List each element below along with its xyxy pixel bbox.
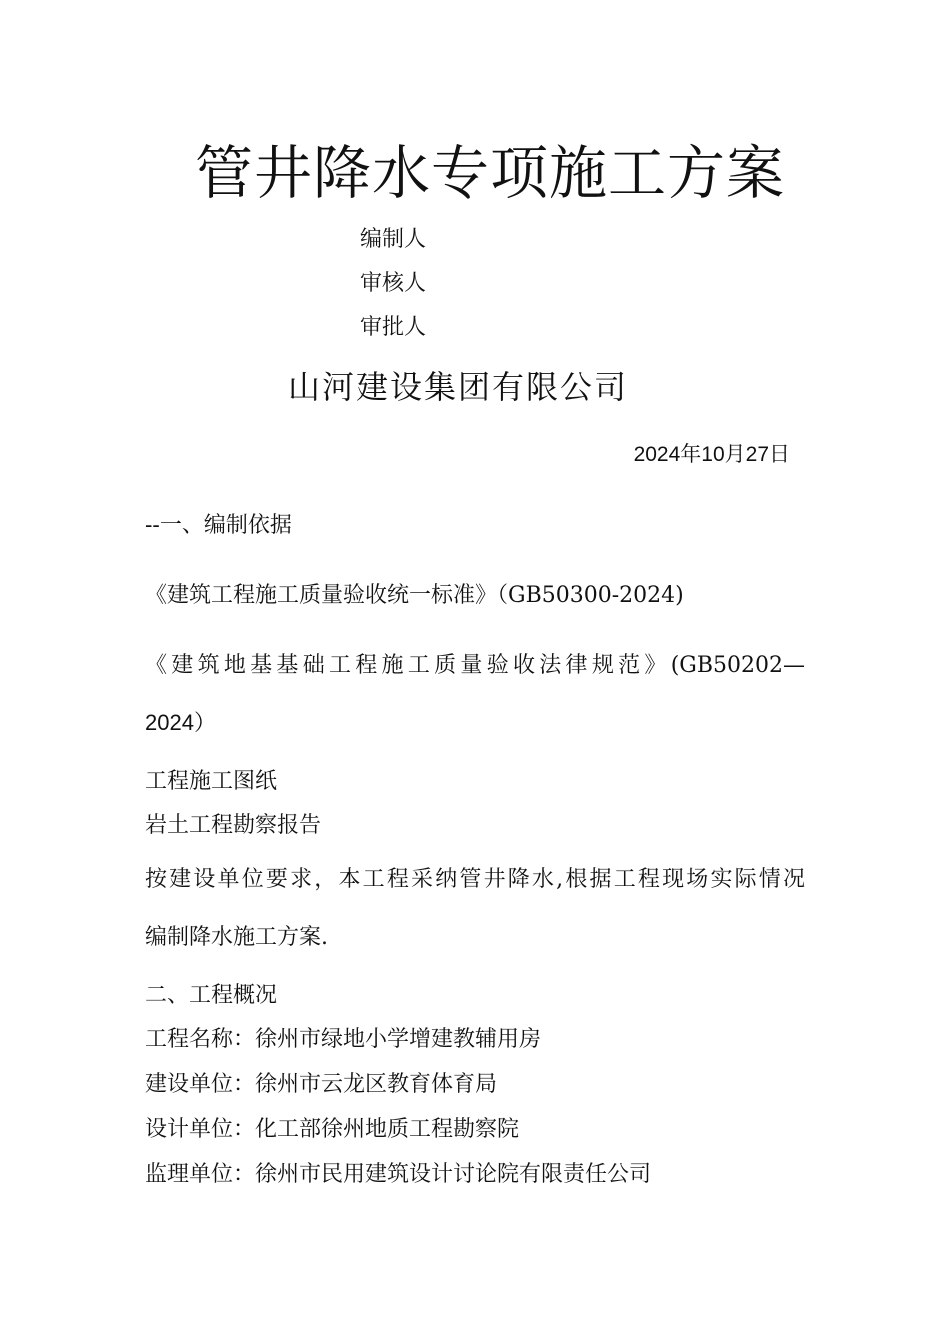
document-date: 2024年10月27日 — [633, 443, 790, 466]
basis-item-foundation-spec: 《建筑地基基础工程施工质量验收法律规范》(GB50202— — [145, 653, 805, 678]
basis-item-requirement-cont: 编制降水施工方案. — [145, 925, 328, 950]
signature-reviewer: 审核人 — [360, 271, 427, 296]
signature-compiler: 编制人 — [360, 227, 427, 252]
company-name: 山河建设集团有限公司 — [288, 368, 629, 406]
overview-supervisor: 监理单位：徐州市民用建筑设计讨论院有限责任公司 — [145, 1162, 652, 1187]
basis-item-survey-report: 岩土工程勘察报告 — [145, 813, 322, 838]
basis-item-drawings: 工程施工图纸 — [145, 769, 278, 794]
signature-approver: 审批人 — [360, 315, 427, 340]
overview-designer: 设计单位：化工部徐州地质工程勘察院 — [145, 1117, 520, 1142]
overview-owner: 建设单位：徐州市云龙区教育体育局 — [145, 1072, 498, 1097]
overview-project-name: 工程名称：徐州市绿地小学增建教辅用房 — [145, 1027, 542, 1052]
basis-item-foundation-spec-year: 2024） — [145, 710, 216, 735]
document-title: 管井降水专项施工方案 — [194, 139, 785, 207]
basis-item-requirement: 按建设单位要求，本工程采纳管井降水,根据工程现场实际情况 — [145, 867, 805, 892]
basis-item-standard: 《建筑工程施工质量验收统一标准》（GB50300-2024) — [145, 583, 684, 608]
section-heading-basis: --一、编制依据 — [145, 513, 292, 538]
section-heading-overview: 二、工程概况 — [145, 983, 278, 1008]
